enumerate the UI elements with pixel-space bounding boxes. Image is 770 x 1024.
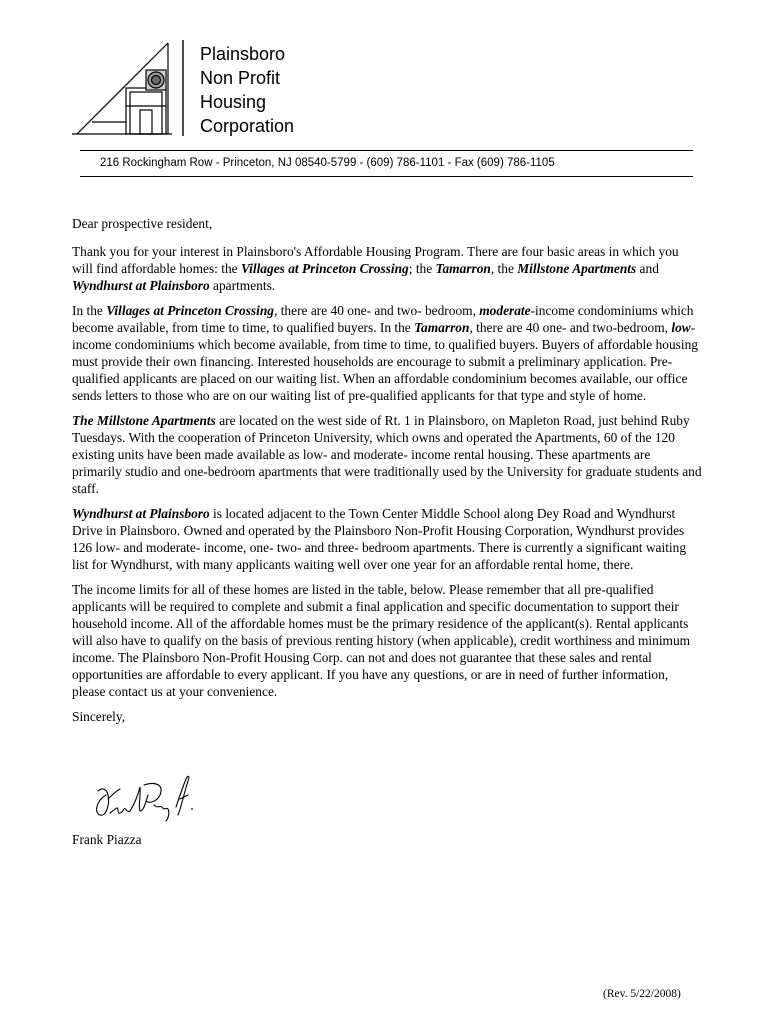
emphasis-low: low (671, 320, 691, 335)
address-line: 216 Rockingham Row - Princeton, NJ 08540-5799 - (609) 786-1101 - Fax (609) 786-1105 (100, 157, 555, 169)
emphasis-millstone: Millstone Apartments (517, 261, 637, 276)
text-run: apartments. (209, 278, 276, 293)
text-run: In the (72, 303, 107, 318)
text-run: ; the (408, 261, 436, 276)
salutation: Dear prospective resident, (72, 216, 213, 231)
emphasis-tamarron: Tamarron (435, 261, 491, 276)
corporation-logo (72, 40, 184, 138)
org-name-line-2: Non Profit (200, 68, 281, 88)
text-run: , the (490, 261, 518, 276)
org-name-line-4: Corporation (200, 116, 295, 136)
text-run: -income condominiums which become available, from time to time, to qualified buyers. In the (72, 303, 694, 335)
text-run: and (636, 261, 659, 276)
letter-body (72, 215, 702, 733)
emphasis-villages: Villages at Princeton Crossing (106, 303, 275, 318)
paragraph-income-limits: The income limits for all of these homes are listed in the table, below. Please remember that all pre-qualified applicants will be required to complete and submit a final application and specific documentation to support their household income. All of the affordable homes must be the primary residence of the applicant(s). Rental applicants will also have to qualify on the basis of previous renting history (when applicable), credit worthiness and minimum income. The Plainsboro Non-Profit Housing Corp. can not and does not guarantee that these sales and rental opportunities are affordable to every applicant. If you have any questions, or are in need of further information, please contact us at your convenience. (72, 582, 691, 699)
emphasis-moderate: moderate (479, 303, 531, 318)
org-name-line-1: Plainsboro (200, 44, 286, 64)
emphasis-villages: Villages at Princeton Crossing (240, 261, 409, 276)
paragraph-intro (72, 243, 702, 294)
org-name-line-3: Housing (200, 92, 267, 112)
organization-name (200, 42, 294, 138)
text-run: -income condominiums which become available, from time to time, to qualified buyers. Buyers of affordable housing must provide their own financing. Interested households are encourage to submit a preliminary application. Pre-qualified applicants are placed on our waiting list. When an affordable condominium becomes available, our office sends letters to those who are on our waiting list of pre-qualified applicants for that type and style of home. (72, 320, 698, 403)
text-run: is located adjacent to the Town Center Middle School along Dey Road and Wyndhurst Drive in Plainsboro. Owned and operated by the Plainsboro Non-Profit Housing Corporation, Wyndhurst provides 126 low- and moderate- income, one- two- and three- bedroom apartments. There is currently a significant waiting list for Wyndhurst, with many applicants waiting well over one year for an affordable rental home, there. (72, 506, 687, 572)
header-bottom-rule (80, 176, 693, 177)
paragraph-wyndhurst (72, 505, 702, 573)
text-run: Thank you for your interest in Plainsboro's Affordable Housing Program. There are four basic areas in which you will find affordable homes: the (72, 244, 679, 276)
text-run: , there are 40 one- and two- bedroom, (274, 303, 480, 318)
closing: Sincerely, (72, 709, 126, 724)
text-run: , there are 40 one- and two-bedroom, (469, 320, 672, 335)
emphasis-wyndhurst: Wyndhurst at Plainsboro (72, 278, 210, 293)
header-top-rule (80, 150, 693, 151)
text-run: are located on the west side of Rt. 1 in Plainsboro, on Mapleton Road, just behind Ruby Tuesdays. With the cooperation of Princeton University, which owns and operated the Apartments, 60 of the 120 existing units have been made available as low- and moderate- income rental housing. These apartments are primarily studio and one-bedroom apartments that were traditionally used by the University for graduate students and staff. (72, 413, 702, 496)
paragraph-millstone (72, 412, 702, 497)
signature-image (88, 765, 203, 825)
signer-name: Frank Piazza (72, 832, 142, 847)
revision-date: (Rev. 5/22/2008) (603, 988, 681, 1000)
emphasis-wyndhurst: Wyndhurst at Plainsboro (72, 506, 210, 521)
paragraph-condominiums (72, 302, 702, 404)
emphasis-millstone: The Millstone Apartments (72, 413, 216, 428)
emphasis-tamarron: Tamarron (414, 320, 470, 335)
